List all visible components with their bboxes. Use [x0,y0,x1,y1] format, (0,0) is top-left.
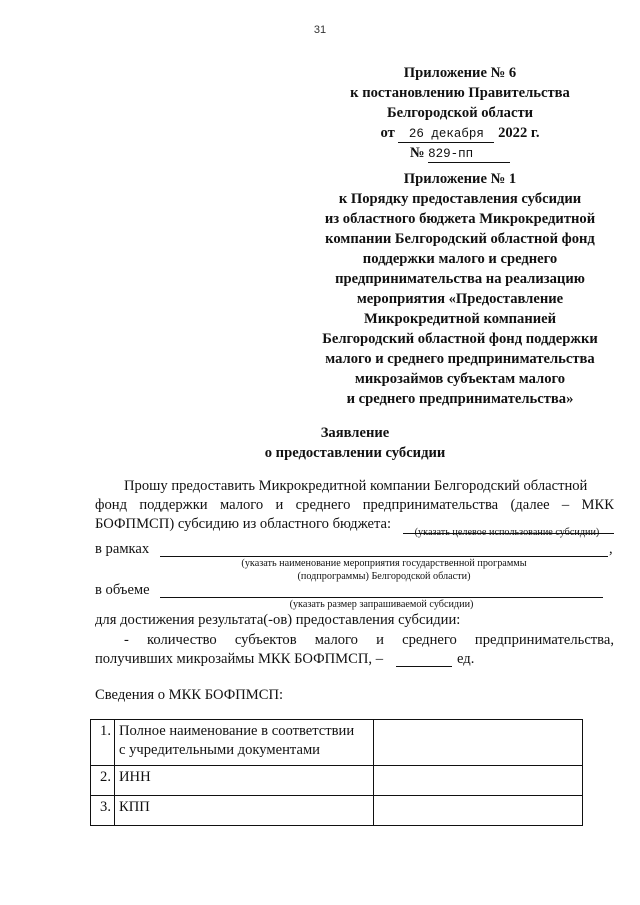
appendix-6-number [310,144,610,164]
hint-purpose: (указать целевое использование субсидии) [414,527,600,538]
amount-label: в объеме [95,582,150,598]
date-value: 26 декабря [398,127,494,143]
result-line: для достижения результата(-ов) предоставления субсидии: [95,612,461,628]
row-label [115,720,374,766]
appendix-6-line: к постановлению Правительства [350,85,570,101]
date-prefix: от [380,125,395,141]
row-label-line: ИНН [119,769,151,785]
appendix-1-line: компании Белгородский областной фонд [325,231,595,247]
number-value: 829-пп [428,147,510,163]
request-paragraph-line: фонд поддержки малого и среднего предпринимательства (далее – МКК [95,497,614,513]
appendix-6-title: Приложение № 6 [403,65,517,81]
statement-subtitle: о предоставлении субсидии [264,445,446,461]
page-number: 31 [313,24,327,36]
table-row [91,796,583,826]
appendix-1-line: микрозаймов субъектам малого [354,371,566,387]
row-label [115,766,374,796]
date-suffix: 2022 г. [498,125,540,141]
program-fill-line[interactable] [160,556,608,557]
appendix-6-line: Белгородской области [386,105,534,121]
row-label-line: КПП [119,799,150,815]
statement-title: Заявление [320,425,390,441]
row-number: 3. [91,796,115,826]
appendix-1-line: и среднего предпринимательства» [346,391,574,407]
hint-program: (указать наименование мероприятия государственной программы [241,558,527,569]
appendix-1-line: к Порядку предоставления субсидии [338,191,582,207]
table-row [91,766,583,796]
within-label: в рамках [95,541,150,557]
appendix-1-line: предпринимательства на реализацию [335,271,585,287]
amount-fill-line[interactable] [160,597,603,598]
row-label-line: с учредительными документами [119,742,320,758]
appendix-6-date [310,124,610,144]
row-number: 1. [91,720,115,766]
within-comma: , [609,541,613,557]
info-heading: Сведения о МКК БОФПМСП: [95,687,284,703]
indicator-fill-line[interactable] [396,666,452,667]
request-paragraph-line: БОФПМСП) субсидию из областного бюджета: [95,516,392,532]
appendix-1-title: Приложение № 1 [403,171,517,187]
row-label-line: Полное наименование в соответствии [119,723,355,739]
indicator-line: получивших микрозаймы МКК БОФПМСП, – [95,651,383,667]
indicator-unit: ед. [457,651,475,667]
appendix-1-line: Микрокредитной компанией [363,311,557,327]
row-value-cell[interactable] [374,766,583,796]
appendix-1-line: мероприятия «Предоставление [356,291,564,307]
hint-amount: (указать размер запрашиваемой субсидии) [289,599,474,610]
table-row [91,720,583,766]
hint-program: (подпрограммы) Белгородской области) [297,571,471,582]
appendix-1-line: поддержки малого и среднего [362,251,558,267]
row-value-cell[interactable] [374,796,583,826]
organization-info-table [90,719,583,826]
request-paragraph-line: Прошу предоставить Микрокредитной компании Белгородский областной [124,478,588,494]
appendix-1-line: малого и среднего предпринимательства [325,351,595,367]
number-prefix: № [409,145,425,161]
row-value-cell[interactable] [374,720,583,766]
appendix-1-line: из областного бюджета Микрокредитной [324,211,596,227]
row-label [115,796,374,826]
appendix-1-line: Белгородский областной фонд поддержки [322,331,598,347]
row-number: 2. [91,766,115,796]
indicator-line: - количество субъектов малого и среднего предпринимательства, [124,632,614,648]
